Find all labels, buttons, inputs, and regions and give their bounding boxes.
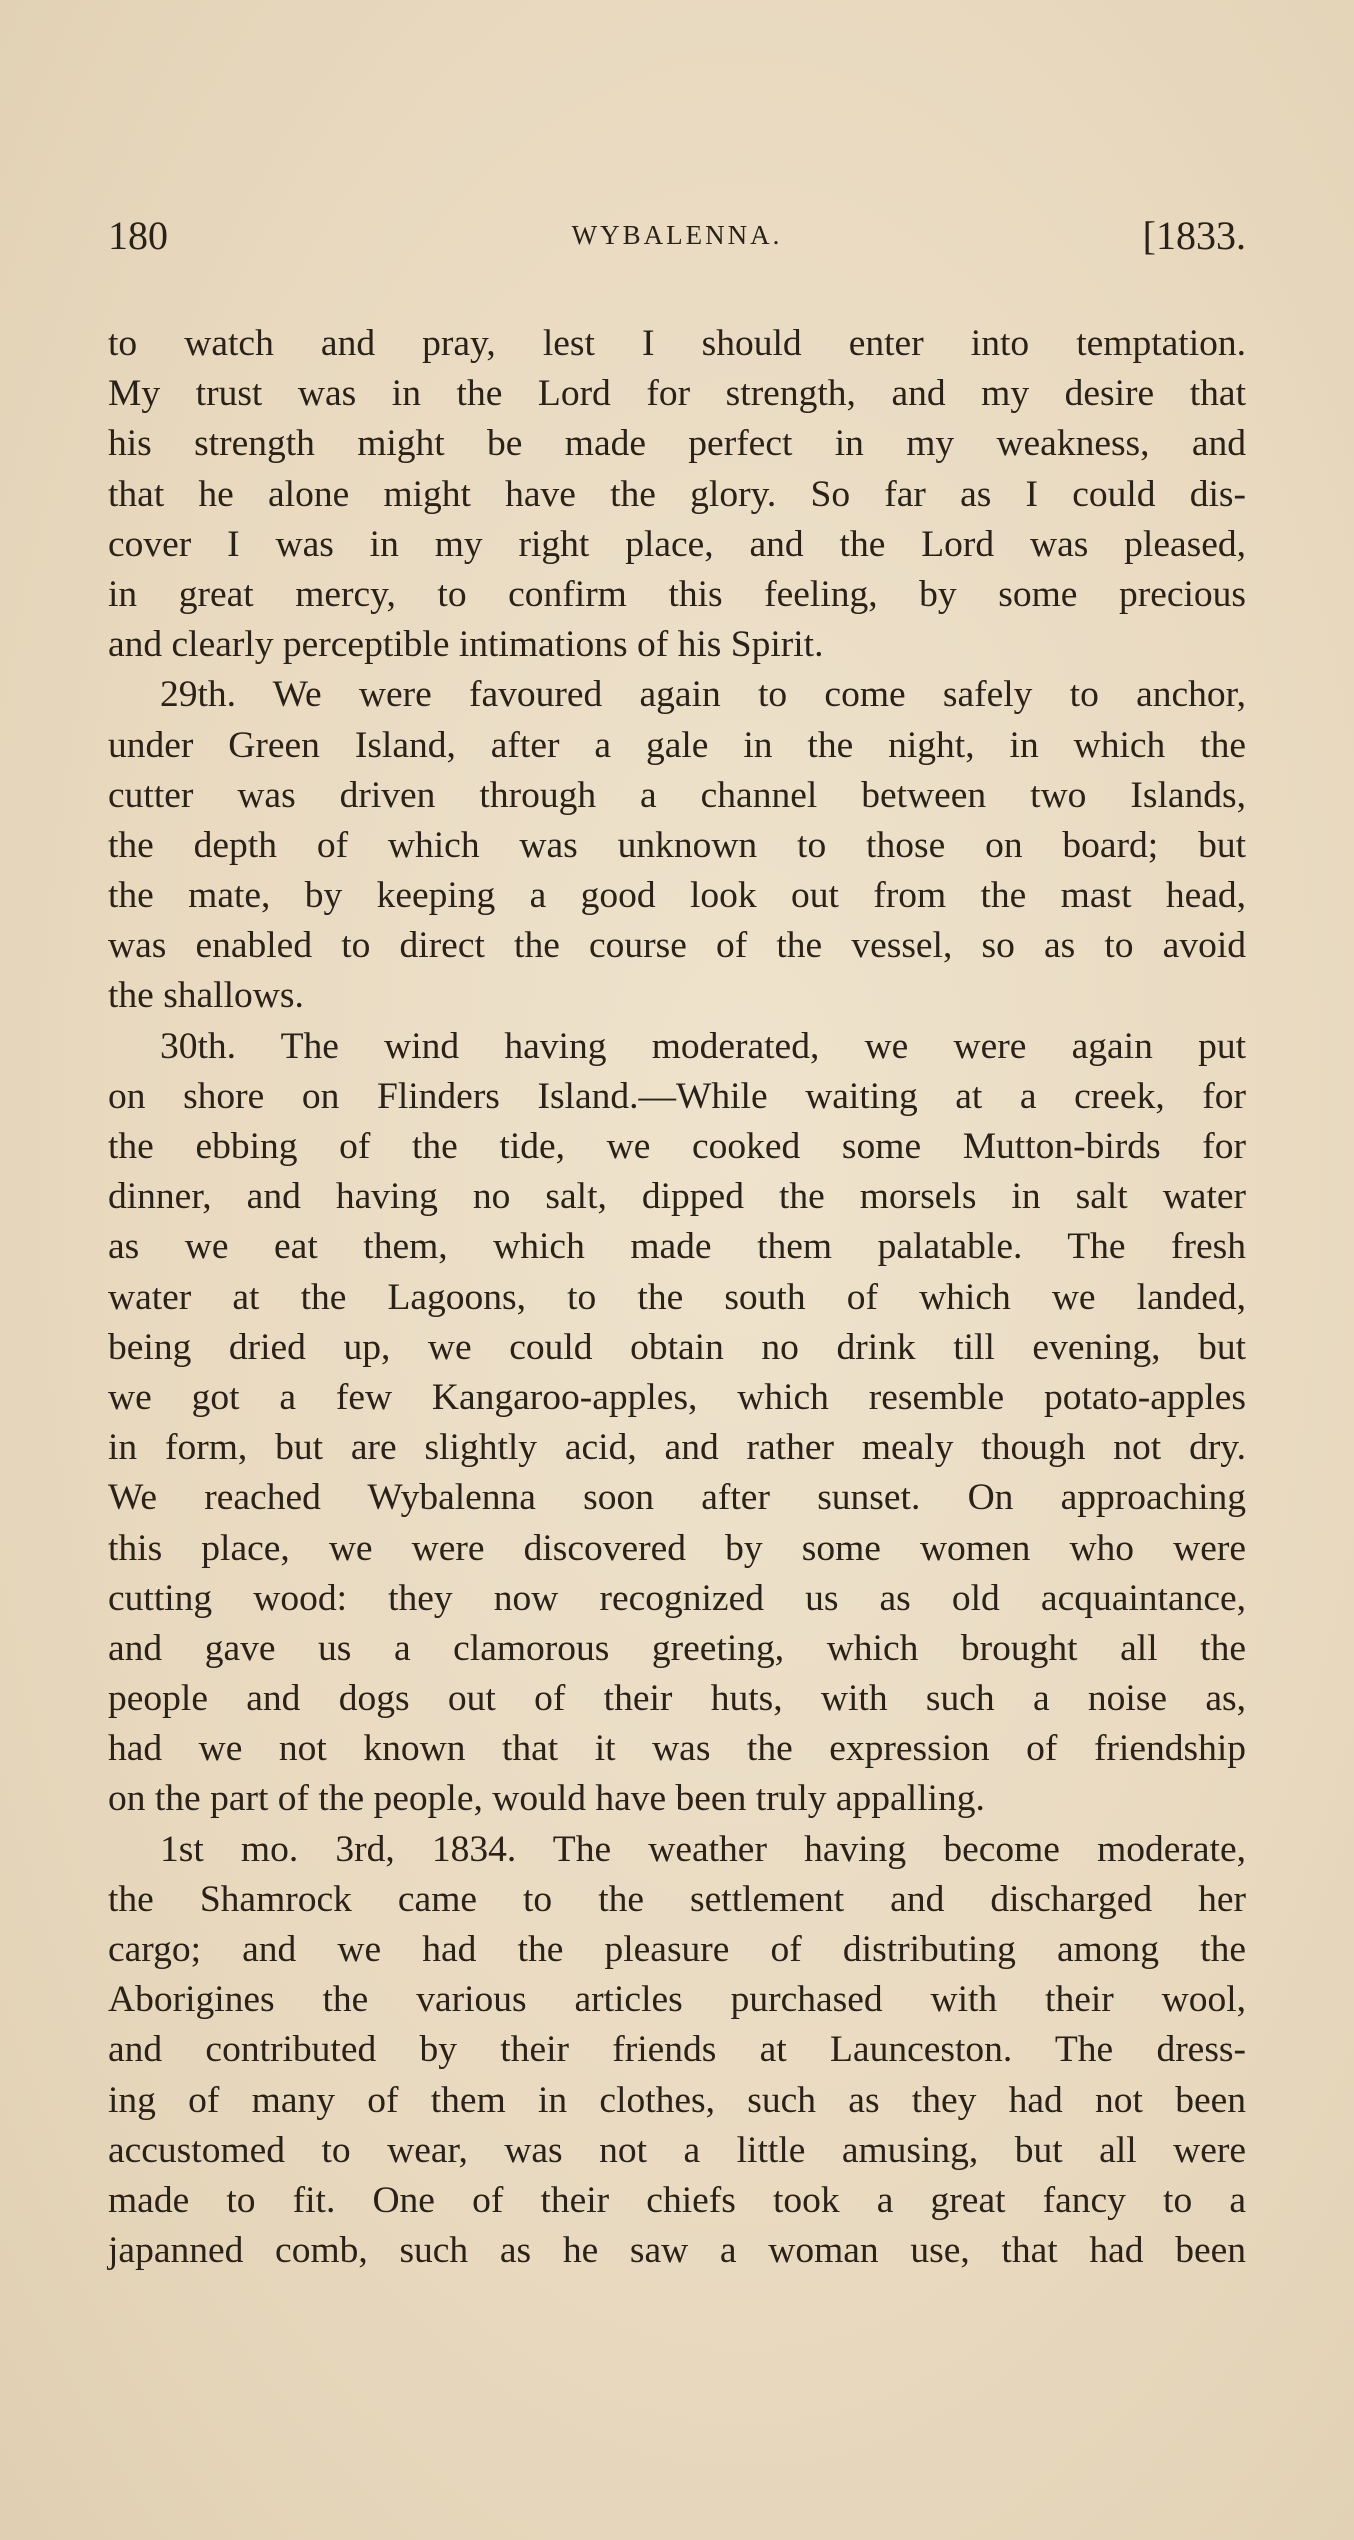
text-line: in great mercy, to confirm this feeling, by some precious xyxy=(108,573,1246,615)
text-line: cutter was driven through a channel between two Islands, xyxy=(108,774,1246,816)
text-line: cargo; and we had the pleasure of distributing among the xyxy=(108,1929,1246,1970)
text-line: dinner, and having no salt, dipped the morsels in salt water xyxy=(108,1176,1246,1218)
text-line: people and dogs out of their huts, with such a noise as, xyxy=(108,1678,1246,1720)
text-line: Aborigines the various articles purchased with their wool, xyxy=(108,1979,1246,2021)
text-line: under Green Island, after a gale in the night, in which the xyxy=(108,724,1246,766)
text-line: water at the Lagoons, to the south of which we landed, xyxy=(108,1276,1246,1318)
year-marker: [1833. xyxy=(1142,213,1246,258)
running-head xyxy=(108,212,1246,272)
text-line: the Shamrock came to the settlement and discharged her xyxy=(108,1878,1246,1920)
text-line: this place, we were discovered by some women who were xyxy=(108,1527,1246,1569)
text-line: We reached Wybalenna soon after sunset. On approaching xyxy=(108,1477,1246,1519)
text-line: that he alone might have the glory. So far as I could dis- xyxy=(108,473,1246,515)
text-line: the mate, by keeping a good look out from the mast head, xyxy=(108,875,1246,917)
text-line: and clearly perceptible intimations of his Spirit. xyxy=(108,624,824,666)
body-text xyxy=(108,319,1246,2276)
text-line: and contributed by their friends at Launceston. The dress- xyxy=(108,2029,1246,2071)
text-line: 30th. The wind having moderated, we were again put xyxy=(160,1025,1246,1067)
text-line: his strength might be made perfect in my weakness, and xyxy=(108,423,1246,465)
text-line: the ebbing of the tide, we cooked some Mutton-birds for xyxy=(108,1126,1246,1167)
text-line: to watch and pray, lest I should enter into temptation. xyxy=(108,323,1246,364)
text-line: made to fit. One of their chiefs took a great fancy to a xyxy=(108,2179,1246,2221)
page-number: 180 xyxy=(108,213,168,258)
text-line: ing of many of them in clothes, such as they had not been xyxy=(108,2079,1246,2121)
text-line: 29th. We were favoured again to come safely to anchor, xyxy=(160,674,1246,716)
text-line: 1st mo. 3rd, 1834. The weather having become moderate, xyxy=(160,1828,1246,1870)
text-line: in form, but are slightly acid, and rather mealy though not dry. xyxy=(108,1427,1246,1469)
text-line: accustomed to wear, was not a little amusing, but all were xyxy=(108,2129,1246,2171)
text-line: My trust was in the Lord for strength, and my desire that xyxy=(108,373,1246,415)
running-title: WYBALENNA. xyxy=(571,220,783,250)
text-line: was enabled to direct the course of the vessel, so as to avoid xyxy=(108,925,1246,967)
text-line: had we not known that it was the expression of friendship xyxy=(108,1728,1246,1770)
text-line: on the part of the people, would have been truly appalling. xyxy=(108,1778,985,1820)
text-line: being dried up, we could obtain no drink till evening, but xyxy=(108,1326,1246,1368)
text-line: and gave us a clamorous greeting, which brought all the xyxy=(108,1627,1246,1669)
book-page xyxy=(108,212,1246,2276)
text-line: on shore on Flinders Island.—While waiting at a creek, for xyxy=(108,1075,1246,1117)
text-line: as we eat them, which made them palatable. The fresh xyxy=(108,1226,1246,1268)
text-line: cover I was in my right place, and the Lord was pleased, xyxy=(108,523,1246,565)
text-line: cutting wood: they now recognized us as old acquaintance, xyxy=(108,1577,1246,1619)
text-line: japanned comb, such as he saw a woman use, that had been xyxy=(108,2230,1246,2272)
text-line: the depth of which was unknown to those on board; but xyxy=(108,824,1246,866)
text-line: the shallows. xyxy=(108,975,304,1017)
text-line: we got a few Kangaroo-apples, which resemble potato-apples xyxy=(108,1376,1246,1418)
